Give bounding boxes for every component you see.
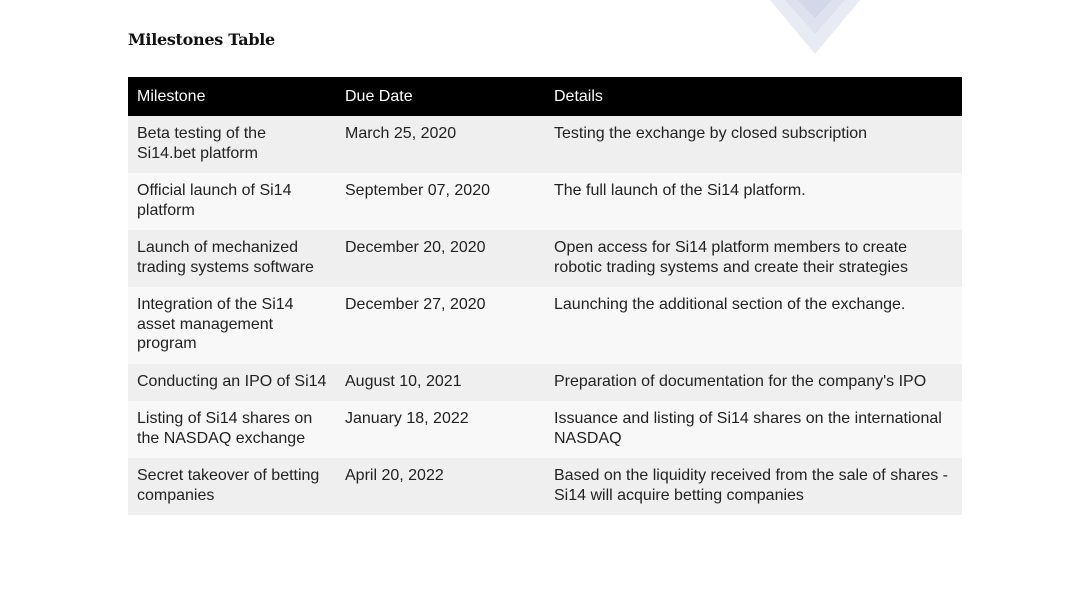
milestone-cell: Secret takeover of betting companies (128, 458, 336, 515)
details-cell: Based on the liquidity received from the sale of shares - Si14 will acquire betting companies (545, 458, 962, 515)
due-date-cell: April 20, 2022 (336, 458, 545, 515)
table-row (128, 230, 962, 287)
due-date-cell: December 20, 2020 (336, 230, 545, 287)
milestone-cell: Integration of the Si14 asset management program (128, 287, 336, 364)
table-row (128, 116, 962, 173)
due-date-cell: September 07, 2020 (336, 173, 545, 230)
due-date-cell: August 10, 2021 (336, 364, 545, 402)
milestones-table (128, 77, 962, 515)
table-row (128, 401, 962, 458)
table-row (128, 364, 962, 402)
details-cell: The full launch of the Si14 platform. (545, 173, 962, 230)
header-due-date: Due Date (336, 77, 545, 116)
details-cell: Issuance and listing of Si14 shares on the international NASDAQ (545, 401, 962, 458)
milestone-cell: Beta testing of the Si14.bet platform (128, 116, 336, 173)
milestone-cell: Listing of Si14 shares on the NASDAQ exchange (128, 401, 336, 458)
milestone-cell: Official launch of Si14 platform (128, 173, 336, 230)
header-details: Details (545, 77, 962, 116)
header-milestone: Milestone (128, 77, 336, 116)
details-cell: Preparation of documentation for the company's IPO (545, 364, 962, 402)
chevron-decoration-icon (760, 0, 870, 60)
milestone-cell: Conducting an IPO of Si14 (128, 364, 336, 402)
details-cell: Launching the additional section of the exchange. (545, 287, 962, 364)
details-cell: Testing the exchange by closed subscription (545, 116, 962, 173)
table-row (128, 173, 962, 230)
page-title: Milestones Table (128, 30, 275, 49)
table-row (128, 287, 962, 364)
milestone-cell: Launch of mechanized trading systems software (128, 230, 336, 287)
details-cell: Open access for Si14 platform members to create robotic trading systems and create their strategies (545, 230, 962, 287)
due-date-cell: January 18, 2022 (336, 401, 545, 458)
due-date-cell: December 27, 2020 (336, 287, 545, 364)
table-header-row (128, 77, 962, 116)
table-row (128, 458, 962, 515)
due-date-cell: March 25, 2020 (336, 116, 545, 173)
